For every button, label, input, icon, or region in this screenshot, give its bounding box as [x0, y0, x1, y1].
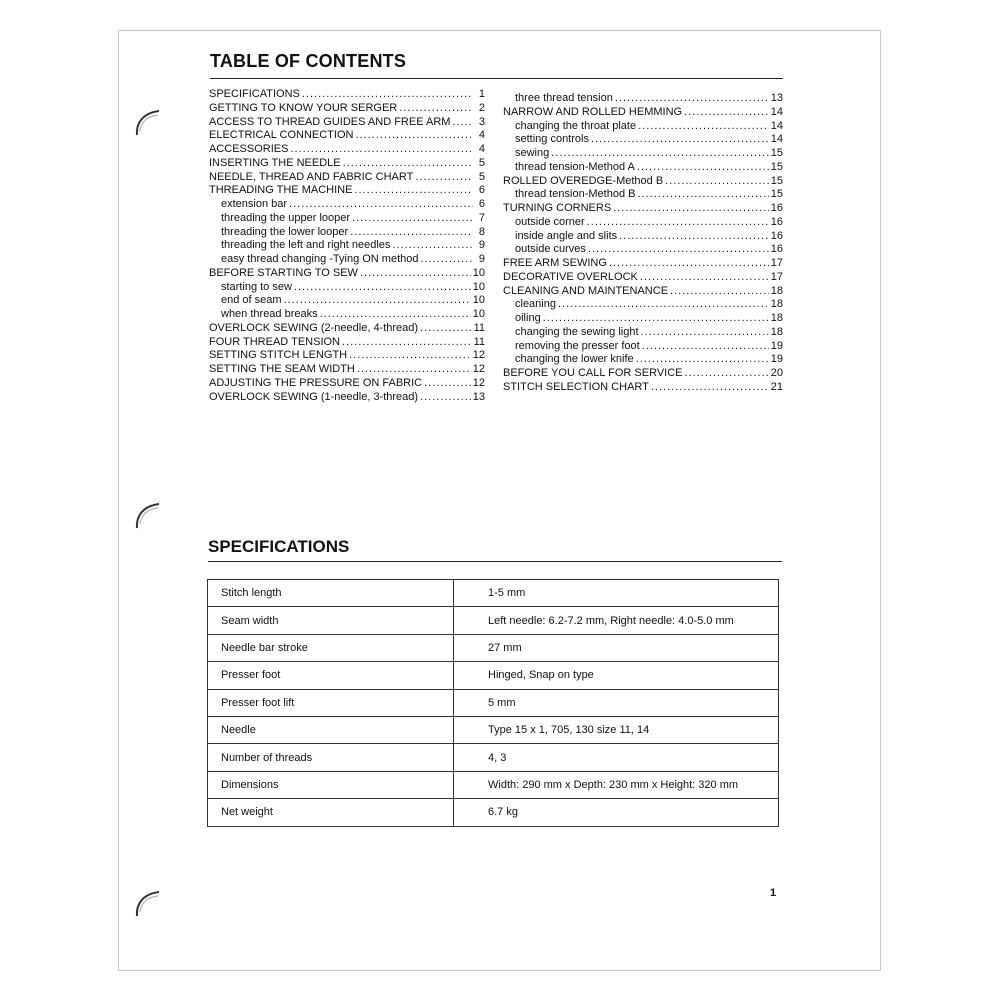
toc-leader-dots: [424, 377, 471, 391]
toc-entry: [209, 336, 485, 350]
toc-entry: [209, 349, 485, 363]
toc-entry: [209, 226, 485, 240]
table-row: [208, 771, 779, 798]
toc-leader-dots: [357, 363, 471, 377]
specifications-table: [207, 579, 779, 827]
toc-entry-page: 17: [770, 270, 783, 283]
spec-value: 1-5 mm: [454, 580, 779, 607]
table-row: [208, 607, 779, 634]
specifications-title: SPECIFICATIONS: [208, 537, 350, 556]
toc-entry: [209, 171, 485, 185]
toc-entry-page: 16: [770, 229, 783, 242]
toc-right-column: [503, 92, 783, 395]
toc-leader-dots: [637, 188, 768, 202]
toc-entry-title: inside angle and slits: [515, 229, 618, 242]
toc-leader-dots: [642, 340, 769, 354]
toc-entry: [209, 391, 485, 405]
table-row: [208, 662, 779, 689]
toc-entry-page: 16: [770, 215, 783, 228]
toc-entry-title: setting controls: [515, 133, 589, 146]
toc-entry: [503, 326, 783, 340]
toc-entry: [503, 271, 783, 285]
toc-divider: [210, 78, 783, 79]
toc-entry: [209, 363, 485, 377]
toc-entry-page: 8: [478, 225, 485, 238]
toc-leader-dots: [289, 198, 473, 212]
toc-entry-title: SETTING STITCH LENGTH: [209, 349, 348, 362]
toc-entry-title: changing the throat plate: [515, 119, 637, 132]
toc-entry-page: 6: [478, 184, 485, 197]
toc-entry: [503, 367, 783, 381]
binder-hole-icon: [133, 498, 163, 532]
toc-entry-page: 7: [478, 211, 485, 224]
toc-entry: [503, 312, 783, 326]
toc-entry: [503, 106, 783, 120]
toc-entry-page: 4: [478, 129, 485, 142]
toc-entry-page: 12: [472, 363, 485, 375]
toc-entry-page: 18: [770, 312, 783, 324]
toc-entry: [209, 267, 485, 281]
toc-entry-title: BEFORE YOU CALL FOR SERVICE: [503, 367, 683, 379]
table-row: [208, 799, 779, 826]
spec-value: 6.7 kg: [454, 799, 779, 826]
table-row: [208, 580, 779, 607]
spec-value: 4, 3: [454, 744, 779, 771]
toc-entry-title: when thread breaks: [221, 308, 318, 320]
toc-entry-page: 10: [472, 266, 485, 279]
toc-entry: [503, 298, 783, 312]
toc-entry: [503, 188, 783, 202]
toc-entry-title: ROLLED OVEREDGE-Method B: [503, 174, 664, 187]
toc-entry: [503, 120, 783, 134]
toc-entry-page: 15: [770, 147, 783, 159]
toc-entry-title: INSERTING THE NEEDLE: [209, 156, 341, 169]
toc-entry: [209, 239, 485, 253]
toc-leader-dots: [637, 161, 769, 175]
toc-entry-page: 2: [478, 101, 485, 114]
toc-entry-page: 11: [473, 335, 485, 348]
toc-leader-dots: [452, 116, 473, 130]
toc-leader-dots: [294, 281, 471, 295]
toc-leader-dots: [415, 171, 473, 185]
toc-entry: [503, 285, 783, 299]
toc-entry-title: extension bar: [221, 198, 288, 210]
toc-entry: [503, 175, 783, 189]
toc-leader-dots: [587, 216, 769, 230]
toc-leader-dots: [551, 147, 769, 161]
toc-entry-page: 16: [770, 243, 783, 256]
toc-entry: [503, 340, 783, 354]
toc-entry-title: ACCESSORIES: [209, 143, 289, 155]
toc-entry-title: TURNING CORNERS: [503, 202, 612, 214]
toc-entry-page: 18: [770, 298, 783, 311]
table-row: [208, 634, 779, 661]
toc-leader-dots: [670, 285, 769, 299]
toc-entry-title: removing the presser foot: [515, 339, 640, 352]
toc-entry-title: changing the lower knife: [515, 353, 634, 366]
toc-left-column: [209, 88, 485, 404]
toc-entry-title: BEFORE STARTING TO SEW: [209, 266, 358, 279]
toc-entry-title: OVERLOCK SEWING (1-needle, 3-thread): [209, 390, 419, 403]
spec-value: 27 mm: [454, 634, 779, 661]
toc-leader-dots: [685, 367, 769, 381]
toc-entry-page: 10: [472, 280, 485, 293]
toc-entry: [209, 294, 485, 308]
toc-entry: [503, 202, 783, 216]
toc-leader-dots: [613, 202, 769, 216]
toc-entry: [209, 184, 485, 198]
toc-entry-page: 5: [478, 170, 485, 183]
toc-leader-dots: [354, 184, 473, 198]
toc-entry-page: 18: [770, 284, 783, 297]
toc-entry: [209, 281, 485, 295]
toc-entry-title: threading the upper looper: [221, 211, 351, 224]
toc-leader-dots: [350, 226, 473, 240]
page-number: 1: [770, 887, 777, 899]
toc-entry-page: 9: [478, 239, 485, 252]
toc-entry-title: SPECIFICATIONS: [209, 88, 300, 100]
toc-entry: [209, 253, 485, 267]
toc-entry: [503, 381, 783, 395]
toc-entry-title: thread tension-Method B: [515, 188, 636, 201]
toc-entry: [209, 116, 485, 130]
toc-entry: [209, 157, 485, 171]
toc-entry-title: cleaning: [515, 298, 556, 311]
toc-leader-dots: [399, 102, 473, 116]
toc-leader-dots: [343, 157, 473, 171]
toc-entry-title: outside corner: [515, 215, 585, 228]
toc-entry-page: 5: [478, 156, 485, 169]
table-row: [208, 716, 779, 743]
spec-value: Hinged, Snap on type: [454, 662, 779, 689]
toc-entry: [209, 129, 485, 143]
toc-entry-title: SETTING THE SEAM WIDTH: [209, 363, 355, 375]
toc-leader-dots: [609, 257, 769, 271]
toc-entry-page: 15: [770, 160, 783, 173]
toc-entry-title: threading the lower looper: [221, 225, 349, 238]
toc-entry-page: 12: [472, 349, 485, 362]
toc-entry-page: 10: [472, 308, 485, 320]
toc-leader-dots: [284, 294, 471, 308]
toc-entry-title: thread tension-Method A: [515, 160, 635, 173]
spec-value: Type 15 x 1, 705, 130 size 11, 14: [454, 716, 779, 743]
table-row: [208, 744, 779, 771]
toc-entry-page: 14: [770, 119, 783, 132]
toc-entry: [503, 133, 783, 147]
toc-entry-page: 4: [478, 143, 485, 155]
toc-entry: [209, 212, 485, 226]
toc-entry: [503, 353, 783, 367]
spec-label: Dimensions: [208, 771, 454, 798]
spec-label: Needle bar stroke: [208, 634, 454, 661]
toc-entry: [209, 143, 485, 157]
spec-label: Needle: [208, 716, 454, 743]
toc-entry: [209, 377, 485, 391]
toc-entry: [209, 322, 485, 336]
spec-label: Stitch length: [208, 580, 454, 607]
toc-leader-dots: [619, 230, 769, 244]
toc-entry-title: sewing: [515, 147, 550, 159]
toc-entry-page: 13: [770, 92, 783, 104]
spec-label: Presser foot lift: [208, 689, 454, 716]
toc-entry-page: 11: [473, 321, 485, 334]
toc-entry: [209, 102, 485, 116]
binder-hole-icon: [133, 105, 163, 139]
toc-entry-page: 15: [770, 174, 783, 187]
toc-entry: [503, 243, 783, 257]
toc-entry: [209, 88, 485, 102]
toc-entry-title: NARROW AND ROLLED HEMMING: [503, 105, 683, 118]
toc-entry-title: ELECTRICAL CONNECTION: [209, 129, 354, 142]
toc-leader-dots: [558, 298, 769, 312]
toc-entry-page: 16: [770, 202, 783, 214]
table-row: [208, 689, 779, 716]
spec-label: Net weight: [208, 799, 454, 826]
toc-leader-dots: [352, 212, 473, 226]
toc-entry-page: 6: [478, 198, 485, 210]
toc-entry: [503, 92, 783, 106]
spec-value: Width: 290 mm x Depth: 230 mm x Height: 320 mm: [454, 771, 779, 798]
toc-leader-dots: [684, 106, 769, 120]
toc-leader-dots: [290, 143, 473, 157]
toc-entry-page: 12: [472, 376, 485, 389]
toc-entry-title: ADJUSTING THE PRESSURE ON FABRIC: [209, 376, 423, 389]
toc-entry-title: oiling: [515, 312, 541, 324]
toc-entry-title: FOUR THREAD TENSION: [209, 335, 340, 348]
toc-leader-dots: [421, 253, 473, 267]
toc-leader-dots: [665, 175, 769, 189]
toc-entry-title: changing the sewing light: [515, 325, 639, 338]
toc-entry: [503, 230, 783, 244]
toc-entry-page: 20: [770, 367, 783, 379]
toc-leader-dots: [342, 336, 472, 350]
spec-value: 5 mm: [454, 689, 779, 716]
toc-entry: [503, 161, 783, 175]
spec-label: Seam width: [208, 607, 454, 634]
toc-leader-dots: [615, 92, 769, 106]
spec-value: Left needle: 6.2-7.2 mm, Right needle: 4.0-5.0 mm: [454, 607, 779, 634]
toc-leader-dots: [349, 349, 471, 363]
toc-leader-dots: [420, 391, 471, 405]
toc-entry: [503, 147, 783, 161]
toc-entry-page: 19: [770, 353, 783, 366]
toc-entry: [503, 257, 783, 271]
toc-entry-title: three thread tension: [515, 92, 613, 104]
toc-entry-title: STITCH SELECTION CHART: [503, 380, 649, 393]
toc-entry-title: FREE ARM SEWING: [503, 257, 607, 269]
toc-entry-page: 14: [770, 133, 783, 146]
toc-leader-dots: [302, 88, 473, 102]
toc-entry-title: easy thread changing -Tying ON method: [221, 253, 419, 265]
toc-entry-page: 19: [770, 339, 783, 352]
toc-leader-dots: [636, 353, 769, 367]
toc-leader-dots: [355, 129, 473, 143]
toc-leader-dots: [420, 322, 472, 336]
toc-title: TABLE OF CONTENTS: [210, 51, 407, 71]
toc-leader-dots: [641, 326, 769, 340]
toc-entry-title: NEEDLE, THREAD AND FABRIC CHART: [209, 170, 414, 183]
toc-leader-dots: [392, 239, 473, 253]
toc-entry-page: 17: [770, 257, 783, 269]
toc-entry-page: 10: [472, 294, 485, 307]
toc-entry-page: 18: [770, 325, 783, 338]
toc-entry-page: 15: [770, 188, 783, 201]
toc-entry-page: 3: [478, 115, 485, 128]
toc-entry: [209, 198, 485, 212]
toc-entry-title: starting to sew: [221, 280, 292, 293]
toc-entry: [209, 308, 485, 322]
toc-entry-title: THREADING THE MACHINE: [209, 184, 353, 197]
toc-entry-title: end of seam: [221, 294, 282, 307]
specifications-divider: [208, 561, 782, 562]
toc-entry-title: outside curves: [515, 243, 586, 256]
toc-entry-page: 14: [770, 105, 783, 118]
toc-entry-title: GETTING TO KNOW YOUR SERGER: [209, 101, 398, 114]
toc-leader-dots: [543, 312, 769, 326]
spec-label: Number of threads: [208, 744, 454, 771]
toc-leader-dots: [320, 308, 471, 322]
toc-entry-title: ACCESS TO THREAD GUIDES AND FREE ARM: [209, 115, 451, 128]
toc-entry-title: OVERLOCK SEWING (2-needle, 4-thread): [209, 321, 419, 334]
toc-entry-title: threading the left and right needles: [221, 239, 391, 252]
toc-entry-title: DECORATIVE OVERLOCK: [503, 270, 638, 283]
toc-leader-dots: [651, 381, 769, 395]
binder-hole-icon: [133, 886, 163, 920]
toc-entry-page: 13: [472, 390, 485, 403]
toc-entry: [503, 216, 783, 230]
toc-entry-title: CLEANING AND MAINTENANCE: [503, 284, 669, 297]
toc-leader-dots: [591, 133, 769, 147]
toc-leader-dots: [640, 271, 769, 285]
spec-label: Presser foot: [208, 662, 454, 689]
toc-entry-page: 9: [478, 253, 485, 265]
toc-leader-dots: [360, 267, 471, 281]
toc-entry-page: 1: [478, 88, 485, 100]
toc-leader-dots: [588, 243, 769, 257]
toc-leader-dots: [638, 120, 769, 134]
toc-entry-page: 21: [770, 380, 783, 393]
